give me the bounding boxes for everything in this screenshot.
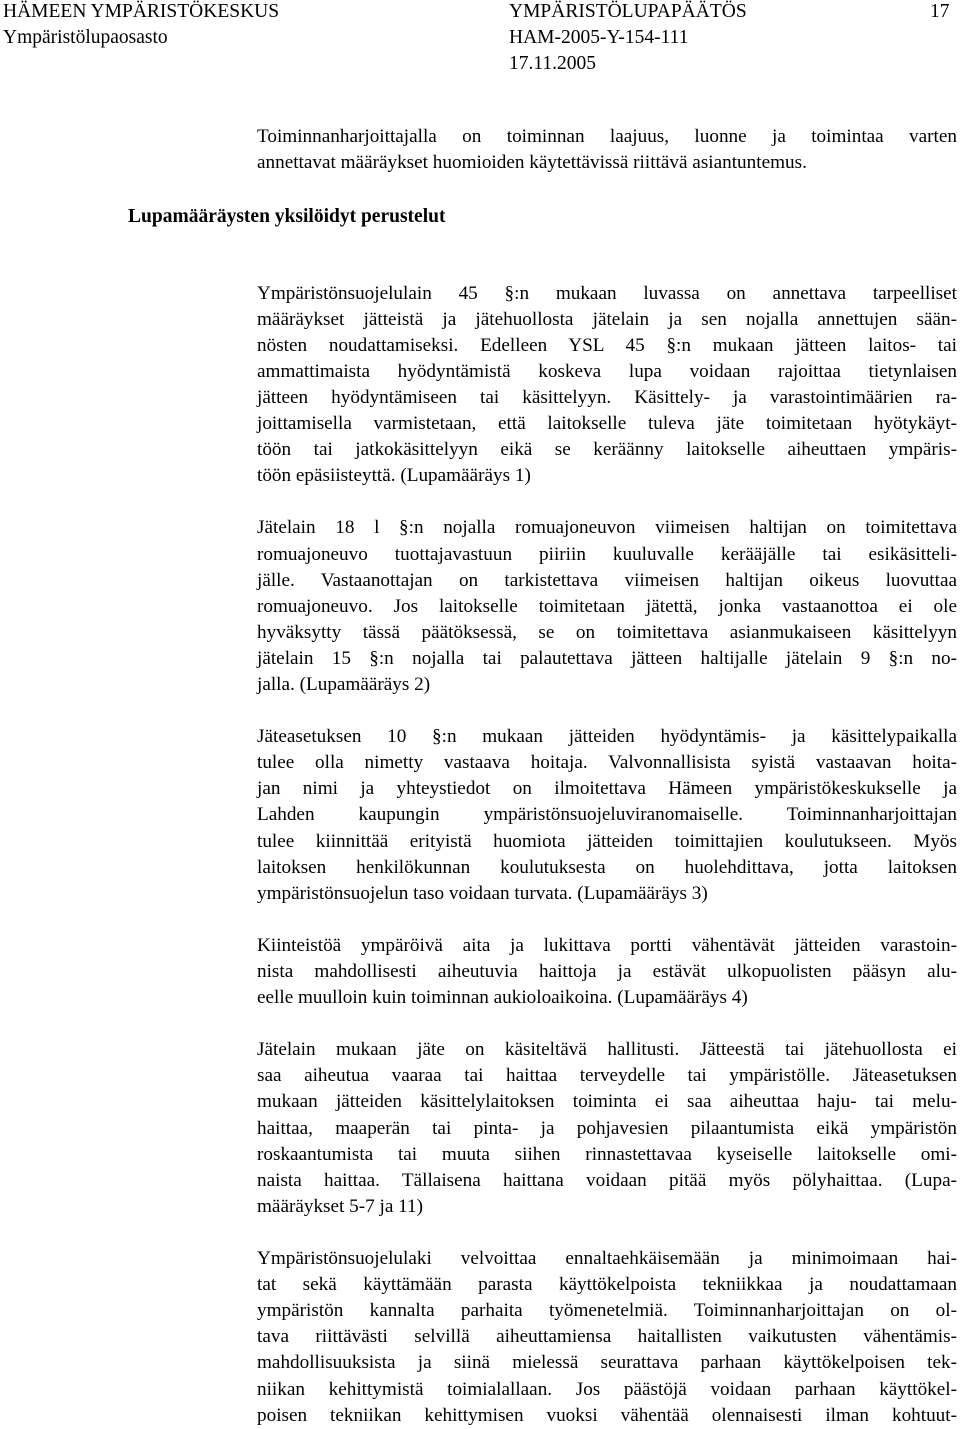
text-line: tulee kiinnittää erityistä huomiota jätteiden toimittajien koulutukseen. Myös: [257, 830, 957, 852]
text-line: Toiminnanharjoittajalla on toiminnan laajuus, luonne ja toimintaa varten: [257, 126, 957, 147]
text-line: annettavat määräykset huomioiden käytettävissä riittävä asiantuntemus.: [257, 152, 807, 174]
text-line: ammattimaista hyödyntämistä koskeva lupa voidaan rajoittaa tietynlaisen: [257, 360, 957, 382]
text-line: töön tai jatkokäsittelyyn eikä se keräänny laitokselle aiheuttaen ympäris-: [257, 439, 957, 461]
text-line: hyväksytty tässä päätöksessä, se on toimitettava asianmukaiseen käsittelyyn: [257, 621, 957, 643]
organization-name: HÄMEEN YMPÄRISTÖKESKUS: [3, 1, 280, 22]
text-line: romuajoneuvo. Jos laitokselle toimitetaan jätettä, jonka vastaanottoa ei ole: [257, 595, 957, 617]
text-line: mukaan jätteiden käsittelylaitoksen toiminta ei saa aiheuttaa haju- tai melu-: [257, 1091, 957, 1113]
paragraph-spacer: [257, 698, 957, 724]
text-line: nista mahdollisesti aiheutuvia haittoja ja estävät ulkopuolisten pääsyn alu-: [257, 961, 957, 983]
text-line: laitoksen henkilökunnan koulutuksesta on huolehdittava, jotta laitoksen: [257, 856, 957, 878]
section-heading: Lupamääräysten yksilöidyt perustelut: [128, 206, 446, 227]
text-line: Jätelain mukaan jäte on käsiteltävä hallitusti. Jätteestä tai jätehuollosta ei: [257, 1039, 957, 1061]
text-line: Lahden kaupungin ympäristönsuojeluviranomaiselle. Toiminnanharjoittajan: [257, 804, 957, 826]
body-paragraph: [257, 1037, 957, 1220]
paragraph-list: [257, 281, 957, 1429]
body-paragraph: [257, 281, 957, 490]
text-line: naista haittaa. Tällaisena haittana voidaan pitää myös pölyhaittaa. (Lupa-: [257, 1169, 957, 1191]
paragraph-spacer: [257, 907, 957, 933]
text-line: mahdollisuuksista ja siinä mielessä seurattava parhaan käyttökelpoisen tek-: [257, 1352, 957, 1374]
text-line: jan nimi ja yhteystiedot on ilmoitettava Hämeen ympäristökeskukselle ja: [257, 778, 957, 800]
text-line: ympäristönsuojelun taso voidaan turvata. (Lupamääräys 3): [257, 882, 708, 904]
text-line: jalla. (Lupamääräys 2): [257, 673, 431, 695]
text-line: tulee olla nimetty vastaava hoitaja. Valvonnallisista syistä vastaavan hoita-: [257, 752, 957, 774]
text-line: romuajoneuvo tuottajavastuun piiriin kuuluvalle kerääjälle tai esikäsitteli-: [257, 543, 957, 565]
text-line: tava riittävästi selvillä aiheuttamiensa haitallisten vaikutusten vähentämis-: [257, 1326, 957, 1348]
text-line: roskaantumista tai muuta siihen rinnastettavaa kyseiselle laitokselle omi-: [257, 1143, 957, 1165]
text-line: Jäteasetuksen 10 §:n mukaan jätteiden hyödyntämis- ja käsittelypaikalla: [257, 726, 957, 748]
department-name: Ympäristölupaosasto: [3, 27, 168, 48]
document-type: YMPÄRISTÖLUPAPÄÄTÖS: [509, 1, 747, 22]
text-line: jätelain 15 §:n nojalla tai palautettava jätteen haltijalle jätelain 9 §:n no-: [257, 647, 957, 669]
text-line: jälle. Vastaanottajan on tarkistettava viimeisen haltijan oikeus luovuttaa: [257, 569, 957, 591]
body-paragraph: [257, 515, 957, 698]
text-line: Jätelain 18 l §:n nojalla romuajoneuvon viimeisen haltijan on toimitettava: [257, 517, 957, 539]
text-line: Ympäristönsuojelulain 45 §:n mukaan luvassa on annettava tarpeelliset: [257, 282, 957, 304]
text-line: eelle muulloin kuin toiminnan aukioloaikoina. (Lupamääräys 4): [257, 987, 748, 1009]
text-line: Ympäristönsuojelulaki velvoittaa ennaltaehkäisemään ja minimoimaan hai-: [257, 1248, 957, 1270]
intro-paragraph: [257, 124, 957, 176]
body-paragraph: [257, 724, 957, 907]
text-line: määräykset 5-7 ja 11): [257, 1195, 424, 1217]
document-number: HAM-2005-Y-154-111: [509, 27, 689, 48]
text-line: niikan kehittymistä toimialallaan. Jos päästöjä voidaan parhaan käyttökel-: [257, 1378, 957, 1400]
document-date: 17.11.2005: [509, 53, 597, 74]
text-line: tat sekä käyttämään parasta käyttökelpoista tekniikkaa ja noudattamaan: [257, 1274, 957, 1296]
text-line: saa aiheutua vaaraa tai haittaa terveydelle tai ympäristölle. Jäteasetuksen: [257, 1065, 957, 1087]
page-number: 17: [930, 1, 950, 22]
text-line: jätteen hyödyntämiseen tai käsittelyyn. Käsittely- ja varastointimäärien ra-: [257, 386, 957, 408]
document-body: [257, 124, 957, 1429]
body-paragraph: [257, 933, 957, 1011]
text-line: joittamisella varmistetaan, että laitokselle tuleva jäte toimitetaan hyötykäyt-: [257, 413, 957, 435]
paragraph-spacer: [257, 1011, 957, 1037]
text-line: Kiinteistöä ympäröivä aita ja lukittava portti vähentävät jätteiden varastoin-: [257, 934, 957, 956]
text-line: nösten noudattamiseksi. Edelleen YSL 45 §:n mukaan jätteen laitos- tai: [257, 334, 957, 356]
paragraph-spacer: [257, 1220, 957, 1246]
text-line: poisen tekniikan kehittymisen vuoksi vähentää olennaisesti ilman kohtuut-: [257, 1404, 957, 1426]
text-line: määräykset jätteistä ja jätehuollosta jätelain ja sen nojalla annettujen sään-: [257, 308, 957, 330]
text-line: haittaa, maaperän tai pinta- ja pohjavesien pilaantumista eikä ympäristön: [257, 1117, 957, 1139]
paragraph-spacer: [257, 489, 957, 515]
body-paragraph: [257, 1246, 957, 1429]
text-line: töön epäsiisteyttä. (Lupamääräys 1): [257, 465, 531, 487]
text-line: ympäristön kannalta parhaita työmenetelmiä. Toiminnanharjoittajan on ol-: [257, 1300, 957, 1322]
